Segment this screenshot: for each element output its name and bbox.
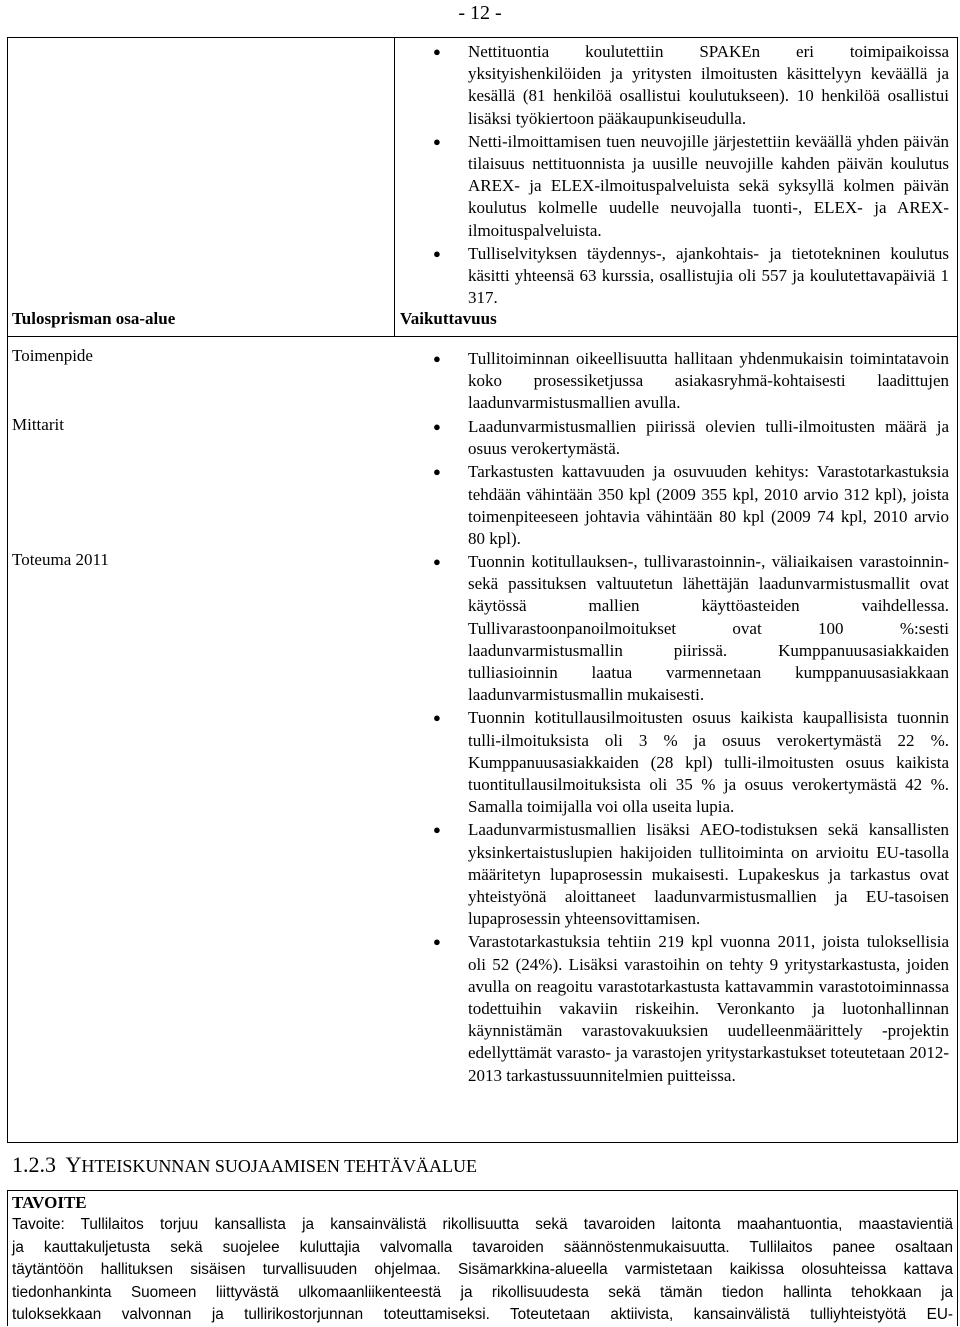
table-border-bottom xyxy=(7,1142,958,1143)
table-border-top xyxy=(7,37,958,38)
list-item: ● Nettituontia koulutettiin SPAKEn eri toimipaikoissa yksityishenkilöiden ja yritysten ilmoitusten käsittelyyn keväällä ja kesällä (81 henkilöä osallistui koulutukseen). 10 henkilöä osallistui lisäksi työkiertoon pääkaupunkiseudulla. xyxy=(433,42,949,128)
list-item: ● Tarkastusten kattavuuden ja osuvuuden kehitys: Varastotarkastuksia tehdään vähintään 350 kpl (2009 355 kpl, 2010 arvio 312 kpl), joista toimenpiteeseen johtavia vähintään 80 kpl (2009 74 kpl, 2010 arvio 80 kpl). xyxy=(433,462,949,549)
top-bullet-list xyxy=(400,41,949,309)
list-item: ● Netti-ilmoittamisen tuen neuvojille järjestettiin keväällä yhden päivän tilaisuus nettituonnista ja uusille neuvojille kahden päivän koulutus AREX- ja ELEX-ilmoituspalveluista sekä syksyllä kolmen päivän koulutus kolmelle uudelle neuvojalla tuonti-, ELEX- ja AREX-ilmoituspalveluista. xyxy=(433,131,949,240)
col-header-area: Tulosprisman osa-alue xyxy=(12,309,176,328)
row-content-toimenpide xyxy=(400,348,949,416)
table-border-right xyxy=(957,37,958,1143)
section-heading xyxy=(12,1152,477,1178)
tavoite-line: tiedonhankinta Suomeen liittyvästä ulkomaanliikenteestä ja rikollisuudesta sekä tämän tiedon hallinta tehokkaan ja xyxy=(12,1283,953,1301)
row-content-mittarit xyxy=(400,416,949,551)
list-item: ● Tuonnin kotitullausilmoitusten osuus kaikista kaupallisista tuonnin tulli-ilmoituksista oli 3 % ja osuus verokertymästä 22 %. Kumppanuusasiakkaiden (28 kpl) tulli-ilmoitusten osuus kaikista tuontitullausilmoituksista oli 35 % ja osuus verokertymästä 42 %. Samalla toimijalla voi olla useita lupia. xyxy=(433,708,949,817)
tavoite-box xyxy=(7,1192,957,1326)
top-bullets-cell xyxy=(400,41,949,310)
row-label-mittarit: Mittarit xyxy=(12,415,64,434)
section-title-first-letter: Y xyxy=(65,1152,82,1177)
tavoite-border-right xyxy=(957,1190,958,1326)
bullet-icon: ● xyxy=(433,822,441,838)
row-content-toteuma xyxy=(400,551,949,1088)
bullet-icon: ● xyxy=(433,133,441,149)
tavoite-border-top xyxy=(7,1190,958,1191)
table-border-mid xyxy=(394,37,395,336)
row-label-toimenpide: Toimenpide xyxy=(12,346,93,365)
col-header-impact: Vaikuttavuus xyxy=(400,309,497,328)
section-title-rest: HTEISKUNNAN SUOJAAMISEN TEHTÄVÄALUE xyxy=(81,1156,478,1176)
bullet-icon: ● xyxy=(433,245,441,261)
bullet-icon: ● xyxy=(433,44,441,59)
tavoite-line: tuloksekkaan valvonnan ja tullirikostorjunnan toteuttamiseksi. Toteutetaan aktiivista, kansainvälistä tulliyhteistyötä EU- xyxy=(12,1306,953,1323)
list-item: ● Laadunvarmistusmallien piirissä olevien tulli-ilmoitusten määrä ja osuus verokertymästä. xyxy=(433,417,949,459)
bullet-icon: ● xyxy=(433,554,441,569)
tavoite-line: Tavoite: Tullilaitos torjuu kansallista ja kansainvälistä rikollisuutta sekä tavaroiden laitonta maahantuontia, maastavientiä xyxy=(12,1216,953,1233)
bullet-icon: ● xyxy=(433,710,441,726)
page-number: - 12 - xyxy=(458,2,502,24)
tavoite-title: TAVOITE xyxy=(12,1193,87,1212)
bullet-icon: ● xyxy=(433,464,441,480)
section-number: 1.2.3 xyxy=(12,1152,56,1177)
bullet-icon: ● xyxy=(433,934,441,950)
list-item: ● Tullitoiminnan oikeellisuutta hallitaan yhdenmukaisin toimintatavoin koko prosessiketjussa asiakasryhmä-kohtaisesti laadittujen laadunvarmistusmallien avulla. xyxy=(433,349,949,413)
list-item: ● Tulliselvityksen täydennys-, ajankohtais- ja tietotekninen koulutus käsitti yhteensä 63 kurssia, osallistujia oli 557 ja koulutettavapäiviä 1 317. xyxy=(433,243,949,308)
list-item: ● Laadunvarmistusmallien lisäksi AEO-todistuksen sekä kansallisten yksinkertaistuslupien hakijoiden tullitoiminta on arvioitu EU-tasolla määritetyn lupaprosessin mukaisesti. Lupakeskus ja tarkastus ovat yhteistyönä aloittaneet laadunvarmistusmallien ja EU-tasoisen lupaprosessin yhteensovittamisen. xyxy=(433,820,949,929)
list-item: ● Tuonnin kotitullauksen-, tullivarastoinnin-, väliaikaisen varastoinnin- sekä passituksen valtuutetun lähettäjän laadunvarmistusmallit ovat käytössä mallien käyttöasteiden vaihdellessa. Tullivarastoonpanoilmoitukset ovat 100 %:sesti laadunvarmistusmallin piirissä. Kumppanuusasiakkaiden tulliasioinnin laatua varmennetaan kumppanuusasiakkaan laadunvarmistusmallin mukaisesti. xyxy=(433,552,949,705)
list-item: ● Varastotarkastuksia tehtiin 219 kpl vuonna 2011, joista tuloksellisia oli 52 (24%). Lisäksi varastoihin on tehty 9 yritystarkastusta, joiden avulla on reagoitu varastotarkastusta kattavammin varastotoiminnassa todettuihin vakaviin riskeihin. Veronkanto ja luotonhallinnan käynnistämän varastovakuuksien uudelleenmäärittely -projektin edellyttämät varasto- ja varastojen yritystarkastukset toteutetaan 2012-2013 tarkastussuunnitelmien puitteissa. xyxy=(433,932,949,1085)
table-border-left xyxy=(7,37,8,1143)
bullet-icon: ● xyxy=(433,351,441,366)
row-label-toteuma: Toteuma 2011 xyxy=(12,550,109,569)
tavoite-line: täytäntöön hallituksen sisäisen turvallisuuden ohjelmaa. Sisämarkkina-alueella varmistetaan kaikissa olosuhteissa kattava xyxy=(12,1261,953,1278)
bullet-icon: ● xyxy=(433,419,441,434)
table-header-line xyxy=(7,336,958,337)
tavoite-line: ja kauttakuljetusta sekä suojelee kuluttajia valvomalla tavaroiden säännöstenmukaisuutta. Tullilaitos panee osaltaan xyxy=(12,1238,953,1256)
